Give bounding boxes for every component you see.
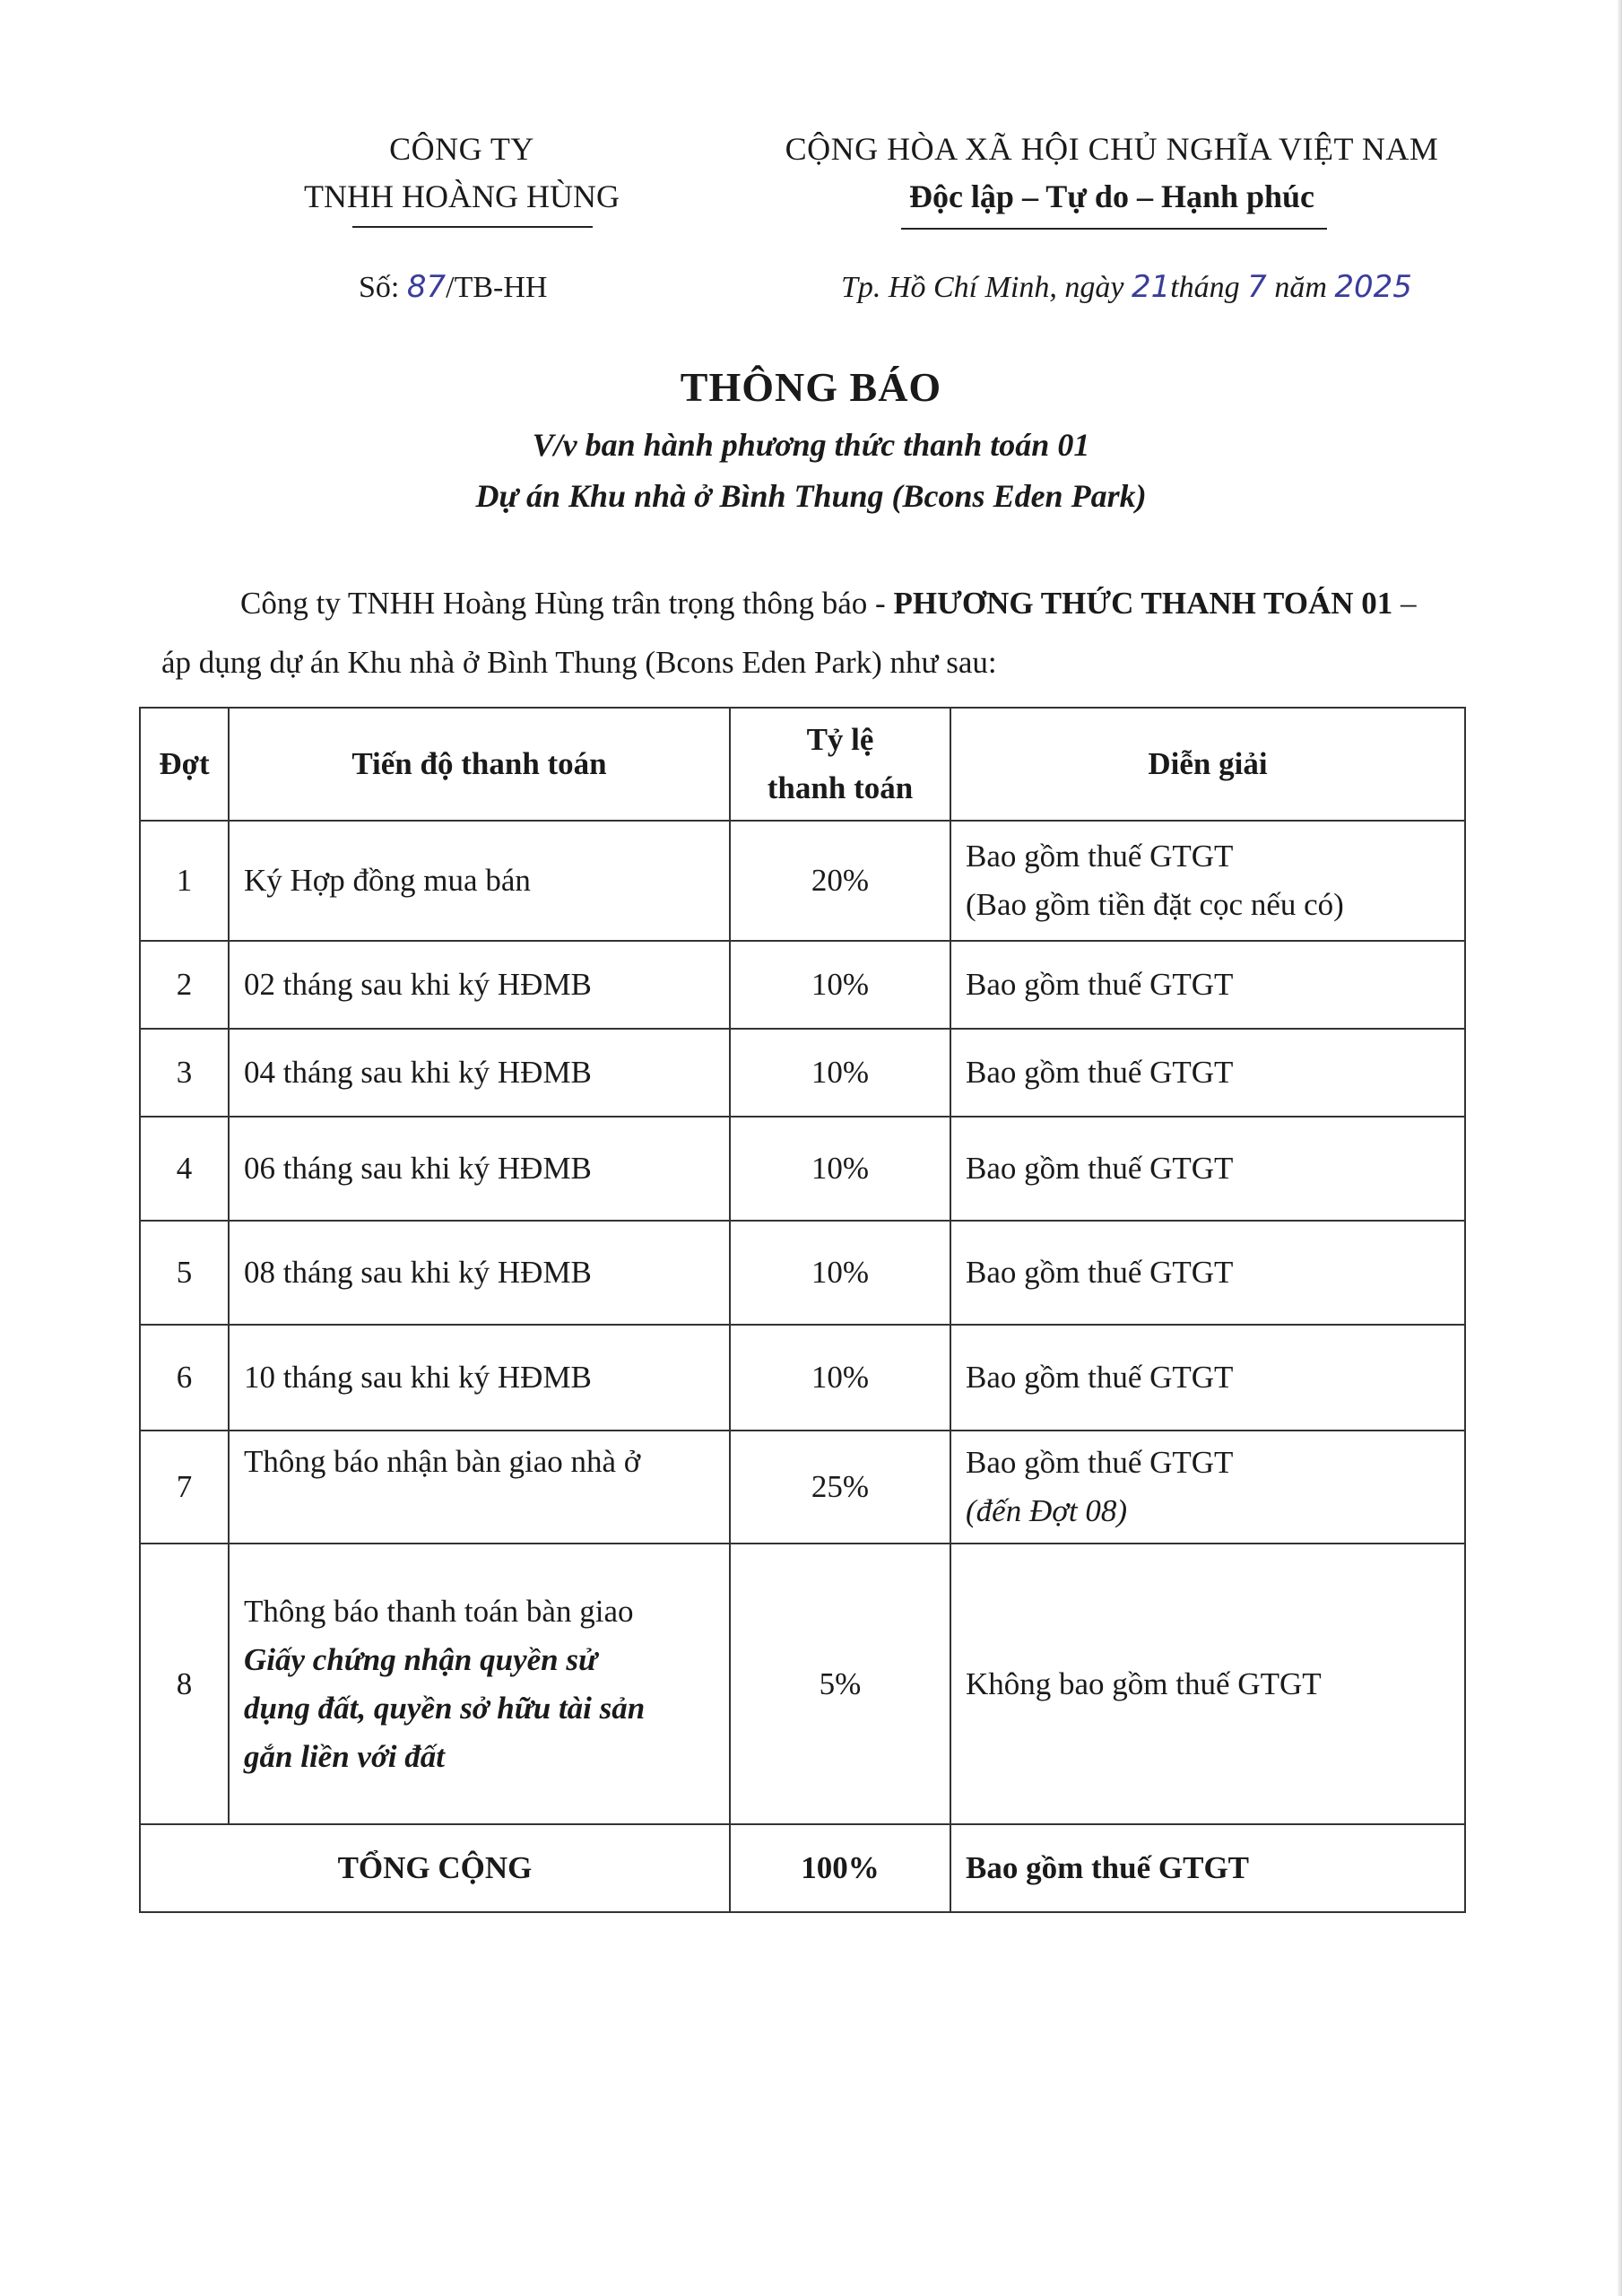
country-name: CỘNG HÒA XÃ HỘI CHỦ NGHĨA VIỆT NAM bbox=[785, 131, 1439, 167]
row-progress-line4: gắn liền với đất bbox=[244, 1738, 445, 1774]
header-no: Đợt bbox=[140, 708, 229, 821]
row-desc-line1: Bao gồm thuế GTGT bbox=[966, 1445, 1234, 1480]
row-desc bbox=[950, 1431, 1465, 1544]
row-progress: 10 tháng sau khi ký HĐMB bbox=[229, 1325, 730, 1431]
row-rate: 10% bbox=[730, 1029, 950, 1117]
row-rate: 5% bbox=[730, 1544, 950, 1824]
total-desc: Bao gồm thuế GTGT bbox=[950, 1824, 1465, 1912]
table-row bbox=[140, 1029, 1465, 1117]
table-row bbox=[140, 941, 1465, 1029]
date-month-handwritten: 7 bbox=[1247, 269, 1267, 305]
header-rate bbox=[730, 708, 950, 821]
date-place: Tp. Hồ Chí Minh, ngày bbox=[841, 271, 1132, 304]
document-subtitle-1: V/v ban hành phương thức thanh toán 01 bbox=[532, 427, 1090, 463]
row-no: 3 bbox=[140, 1029, 229, 1117]
row-desc: Bao gồm thuế GTGT bbox=[950, 1117, 1465, 1221]
row-desc bbox=[950, 821, 1465, 941]
document-number bbox=[359, 269, 547, 305]
table-row bbox=[140, 821, 1465, 941]
row-progress-line3: dụng đất, quyền sở hữu tài sản bbox=[244, 1690, 646, 1726]
row-progress bbox=[229, 1544, 730, 1824]
intro-paragraph bbox=[161, 574, 1453, 692]
header-rate-line2: thanh toán bbox=[767, 770, 914, 805]
row-rate: 20% bbox=[730, 821, 950, 941]
date-year-handwritten: 2025 bbox=[1334, 269, 1412, 305]
payment-schedule-table bbox=[139, 707, 1466, 1913]
total-rate: 100% bbox=[730, 1824, 950, 1912]
header-rate-line1: Tỷ lệ bbox=[806, 722, 874, 757]
intro-text-1: Công ty TNHH Hoàng Hùng trân trọng thông báo - bbox=[240, 586, 894, 621]
row-rate: 10% bbox=[730, 1221, 950, 1325]
row-desc-line1: Bao gồm thuế GTGT bbox=[966, 839, 1234, 874]
date-line bbox=[841, 269, 1412, 305]
row-rate: 10% bbox=[730, 1325, 950, 1431]
row-desc-line2: (đến Đợt 08) bbox=[966, 1493, 1128, 1528]
table-row bbox=[140, 1117, 1465, 1221]
date-month-label: tháng bbox=[1170, 271, 1248, 304]
row-desc: Bao gồm thuế GTGT bbox=[950, 1029, 1465, 1117]
row-rate: 10% bbox=[730, 941, 950, 1029]
company-line1: CÔNG TY bbox=[389, 131, 534, 167]
header-desc: Diễn giải bbox=[950, 708, 1465, 821]
row-progress-line2: Giấy chứng nhận quyền sử bbox=[244, 1641, 597, 1677]
table-total-row bbox=[140, 1824, 1465, 1912]
row-progress: 04 tháng sau khi ký HĐMB bbox=[229, 1029, 730, 1117]
intro-text-2: – áp dụng dự án Khu nhà ở Bình Thung (Bcons Eden Park) như sau: bbox=[161, 586, 1417, 680]
header-progress: Tiến độ thanh toán bbox=[229, 708, 730, 821]
table-row bbox=[140, 1431, 1465, 1544]
table-row bbox=[140, 1544, 1465, 1824]
company-name: TNHH HOÀNG HÙNG bbox=[304, 178, 620, 214]
row-no: 6 bbox=[140, 1325, 229, 1431]
row-desc: Bao gồm thuế GTGT bbox=[950, 1221, 1465, 1325]
row-progress: 02 tháng sau khi ký HĐMB bbox=[229, 941, 730, 1029]
row-desc: Bao gồm thuế GTGT bbox=[950, 941, 1465, 1029]
row-no: 5 bbox=[140, 1221, 229, 1325]
row-desc: Không bao gồm thuế GTGT bbox=[950, 1544, 1465, 1824]
row-no: 4 bbox=[140, 1117, 229, 1221]
row-progress: Thông báo nhận bàn giao nhà ở bbox=[229, 1431, 730, 1544]
row-no: 1 bbox=[140, 821, 229, 941]
national-motto: Độc lập – Tự do – Hạnh phúc bbox=[908, 178, 1315, 214]
ref-number-handwritten: 87 bbox=[406, 269, 447, 305]
row-no: 2 bbox=[140, 941, 229, 1029]
row-progress: 08 tháng sau khi ký HĐMB bbox=[229, 1221, 730, 1325]
table-row bbox=[140, 1221, 1465, 1325]
row-rate: 25% bbox=[730, 1431, 950, 1544]
motto-underline bbox=[901, 228, 1327, 230]
table-row bbox=[140, 1325, 1465, 1431]
table-header-row bbox=[140, 708, 1465, 821]
row-progress: Ký Hợp đồng mua bán bbox=[229, 821, 730, 941]
row-no: 7 bbox=[140, 1431, 229, 1544]
date-year-label: năm bbox=[1266, 271, 1335, 304]
national-header bbox=[753, 126, 1470, 221]
row-desc-line2: (Bao gồm tiền đặt cọc nếu có) bbox=[966, 887, 1344, 922]
total-label: TỔNG CỘNG bbox=[140, 1824, 730, 1912]
scan-edge bbox=[1617, 0, 1622, 2296]
intro-bold: PHƯƠNG THỨC THANH TOÁN 01 bbox=[893, 586, 1393, 621]
ref-suffix: /TB-HH bbox=[446, 271, 548, 304]
document-subtitle-2: Dự án Khu nhà ở Bình Thung (Bcons Eden Park) bbox=[475, 478, 1147, 514]
company-header bbox=[269, 126, 655, 221]
row-no: 8 bbox=[140, 1544, 229, 1824]
date-day-handwritten: 21 bbox=[1131, 269, 1171, 305]
row-progress-line1: Thông báo thanh toán bàn giao bbox=[244, 1593, 634, 1629]
row-rate: 10% bbox=[730, 1117, 950, 1221]
row-progress: 06 tháng sau khi ký HĐMB bbox=[229, 1117, 730, 1221]
row-desc: Bao gồm thuế GTGT bbox=[950, 1325, 1465, 1431]
ref-prefix: Số: bbox=[359, 271, 407, 304]
company-underline bbox=[352, 226, 593, 228]
document-title: THÔNG BÁO bbox=[680, 364, 942, 410]
